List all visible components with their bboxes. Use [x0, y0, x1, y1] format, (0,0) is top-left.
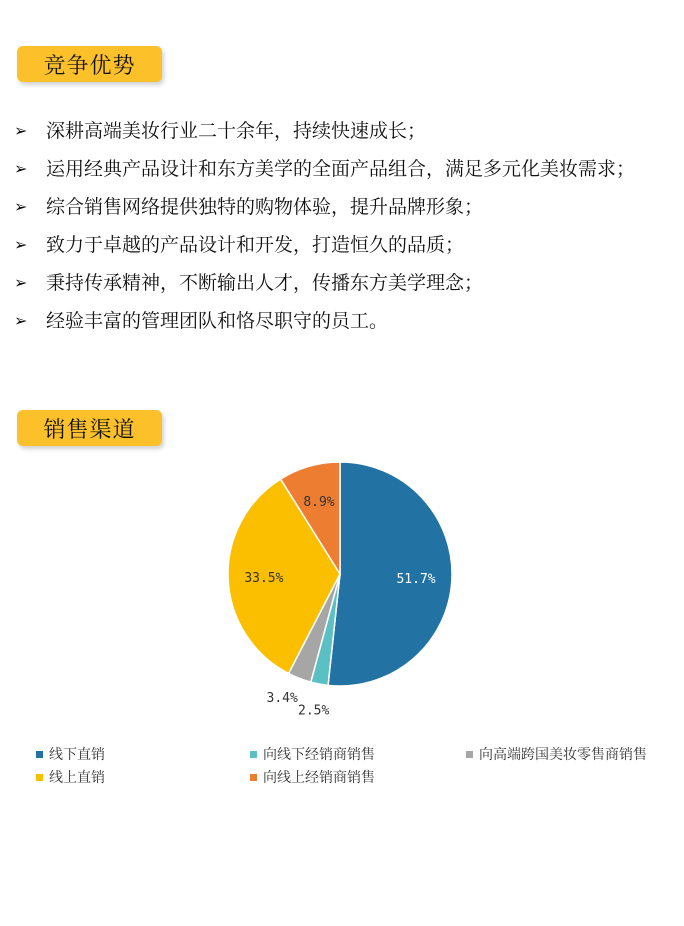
legend-label: 向线上经销商销售 [263, 770, 375, 786]
pie-data-label: 33.5% [244, 571, 284, 587]
legend-label: 向高端跨国美妆零售商销售 [479, 747, 647, 763]
advantages-list [12, 112, 672, 340]
pie-data-label: 2.5% [298, 703, 330, 719]
legend-item [36, 767, 105, 787]
pie-data-label: 3.4% [266, 691, 298, 707]
list-item-text: 运用经典产品设计和东方美学的全面产品组合，满足多元化美妆需求； [46, 158, 636, 180]
list-item [12, 302, 672, 340]
list-item [12, 264, 672, 302]
list-item-text: 综合销售网络提供独特的购物体验，提升品牌形象； [46, 196, 484, 218]
legend-swatch [36, 774, 43, 781]
list-item-text: 致力于卓越的产品设计和开发，打造恒久的品质； [46, 234, 465, 256]
list-item-text: 经验丰富的管理团队和恪尽职守的员工。 [46, 310, 389, 332]
pie-data-label: 51.7% [396, 572, 436, 588]
legend-swatch [250, 774, 257, 781]
arrow-right-icon: ➢ [14, 235, 28, 254]
legend-item [36, 744, 105, 764]
list-item-text: 深耕高端美妆行业二十余年，持续快速成长； [46, 120, 427, 142]
legend-label: 线上直销 [49, 770, 105, 786]
section-title-channels: 销售渠道 [17, 410, 162, 446]
legend-label: 线下直销 [49, 747, 105, 763]
arrow-right-icon: ➢ [14, 159, 28, 178]
legend-item [250, 744, 375, 764]
list-item [12, 188, 672, 226]
legend-item [250, 767, 375, 787]
legend-item [466, 744, 647, 764]
list-item [12, 150, 672, 188]
legend-swatch [250, 751, 257, 758]
pie-data-label: 8.9% [303, 494, 335, 510]
arrow-right-icon: ➢ [14, 311, 28, 330]
list-item-text: 秉持传承精神，不断输出人才，传播东方美学理念； [46, 272, 484, 294]
list-item [12, 226, 672, 264]
arrow-right-icon: ➢ [14, 197, 28, 216]
sales-channel-pie-chart [0, 450, 684, 730]
arrow-right-icon: ➢ [14, 121, 28, 140]
legend-swatch [466, 751, 473, 758]
section-title-advantages: 竞争优势 [17, 46, 162, 82]
arrow-right-icon: ➢ [14, 273, 28, 292]
legend-swatch [36, 751, 43, 758]
list-item [12, 112, 672, 150]
legend-label: 向线下经销商销售 [263, 747, 375, 763]
